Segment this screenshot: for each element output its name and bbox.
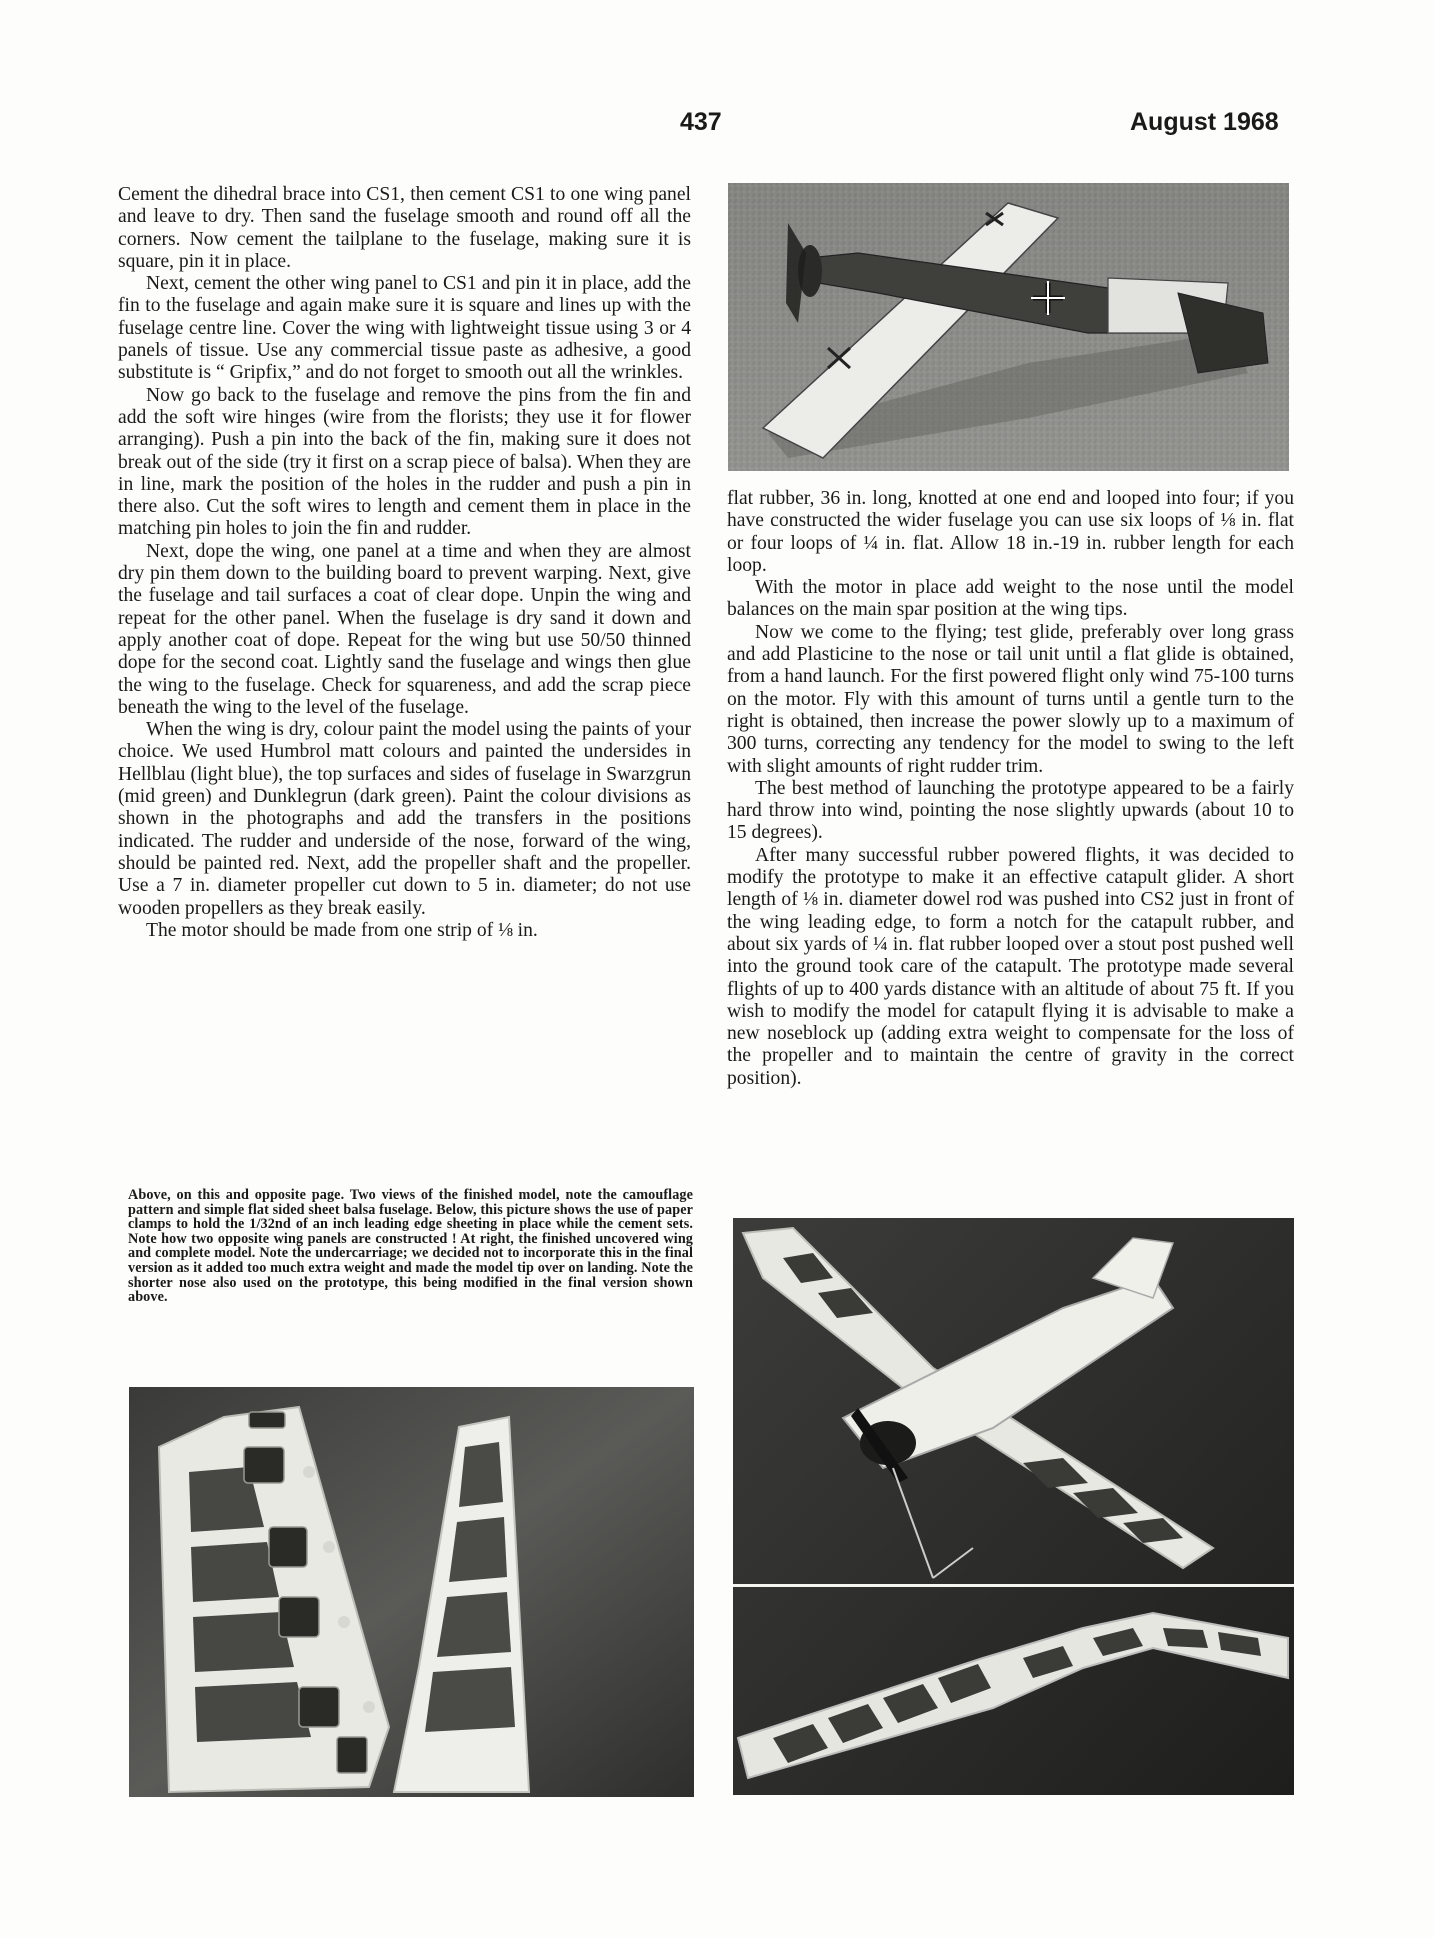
article-right-column bbox=[727, 488, 1294, 1090]
article-left-column bbox=[118, 184, 691, 942]
page-header bbox=[0, 108, 1434, 148]
paragraph: flat rubber, 36 in. long, knotted at one end and looped into four; if you have constructed the wider fuselage you can use six loops of ⅛ in. flat or four loops of ¼ in. flat. Allow 18 in.-19 in. rubber length for each loop. bbox=[727, 488, 1294, 576]
issue-date: August 1968 bbox=[1130, 108, 1279, 136]
paragraph: When the wing is dry, colour paint the model using the paints of your choice. We used Humbrol matt colours and painted the undersides in Hellblau (light blue), the top surfaces and sides of fuselage in Swarzgrun (mid green) and Dunklegrun (dark green). Paint the colour divisions as shown in the photographs and add the transfers in the positions indicated. The rudder and underside of the nose, forward of the wing, should be painted red. Next, add the propeller shaft and the propeller. Use a 7 in. diameter propeller cut down to 5 in. diameter; do not use wooden propellers as they break easily. bbox=[118, 719, 691, 919]
photo-caption: Above, on this and opposite page. Two views of the finished model, note the camouflage pattern and simple flat sided sheet balsa fuselage. Below, this picture shows the use of paper clamps to hold the 1/32nd of an inch leading edge sheeting in place while the cement sets. Note how two opposite wing panels are constructed ! At right, the finished uncovered wing and complete model. Note the undercarriage; we decided not to incorporate this in the final version as it added too much extra weight and made the model tip over on landing. Note the shorter nose also used on the prototype, this being modified in the final version shown above. bbox=[128, 1187, 693, 1306]
finished-model-photo bbox=[728, 183, 1289, 471]
wing-panels-photo bbox=[129, 1387, 694, 1797]
uncovered-model-photo bbox=[733, 1218, 1294, 1795]
paragraph: Next, cement the other wing panel to CS1 and pin it in place, add the fin to the fuselage and again make sure it is square and lines up with the fuselage centre line. Cover the wing with lightweight tissue using 3 or 4 panels of tissue. Use any commercial tissue paste as adhesive, a good substitute is “ Gripfix,” and do not forget to smooth out all the wrinkles. bbox=[118, 273, 691, 384]
paragraph: After many successful rubber powered flights, it was decided to modify the prototype to make it an effective catapult glider. A short length of ⅛ in. diameter dowel rod was pushed into CS2 just in front of the wing leading edge, to form a notch for the catapult rubber, and about six yards of ¼ in. flat rubber looped over a stout post pushed well into the ground took care of the catapult. The prototype made several flights of up to 400 yards distance with an altitude of about 75 ft. If you wish to modify the model for catapult flying it is advisable to make a new noseblock up (adding extra weight to compensate for the loss of the propeller and to maintain the centre of gravity in the correct position). bbox=[727, 844, 1294, 1089]
paragraph: Now go back to the fuselage and remove the pins from the fin and add the soft wire hinges (wire from the florists; they use it for flower arranging). Push a pin into the back of the fin, making sure it does not break out of the side (try it first on a scrap piece of balsa). When they are in line, mark the position of the holes in the rudder and push a pin in there also. Cut the soft wires to length and cement them in place in the matching pin holes to join the fin and rudder. bbox=[118, 384, 691, 540]
paragraph: The motor should be made from one strip of ⅛ in. bbox=[146, 919, 538, 941]
paragraph: The best method of launching the prototype appeared to be a fairly hard throw into wind, pointing the nose slightly upwards (about 10 to 15 degrees). bbox=[727, 777, 1294, 844]
paragraph: Now we come to the flying; test glide, preferably over long grass and add Plasticine to the nose or tail unit until a flat glide is obtained, from a hand launch. For the first powered flight only wind 75-100 turns on the motor. Fly with this amount of turns until a gentle turn to the right is obtained, then increase the power slowly up to a maximum of 300 turns, correcting any tendency for the model to swing to the left with slight amounts of right rudder trim. bbox=[727, 621, 1294, 777]
paragraph: With the motor in place add weight to the nose until the model balances on the main spar position at the wing tips. bbox=[727, 577, 1294, 621]
paragraph: Cement the dihedral brace into CS1, then cement CS1 to one wing panel and leave to dry. Then sand the fuselage smooth and round off all the corners. Now cement the tailplane to the fuselage, making sure it is square, pin it in place. bbox=[118, 184, 691, 272]
page-number: 437 bbox=[680, 108, 722, 136]
paragraph: Next, dope the wing, one panel at a time and when they are almost dry pin them down to the building board to prevent warping. Next, give the fuselage and tail surfaces a coat of clear dope. Unpin the wing and repeat for the other panel. When the fuselage is dry sand it down and apply another coat of dope. Repeat for the wing but use 50/50 thinned dope for the second coat. Lightly sand the fuselage and wings then glue the wing to the fuselage. Check for squareness, and add the scrap piece beneath the wing to the level of the fuselage. bbox=[118, 540, 691, 718]
